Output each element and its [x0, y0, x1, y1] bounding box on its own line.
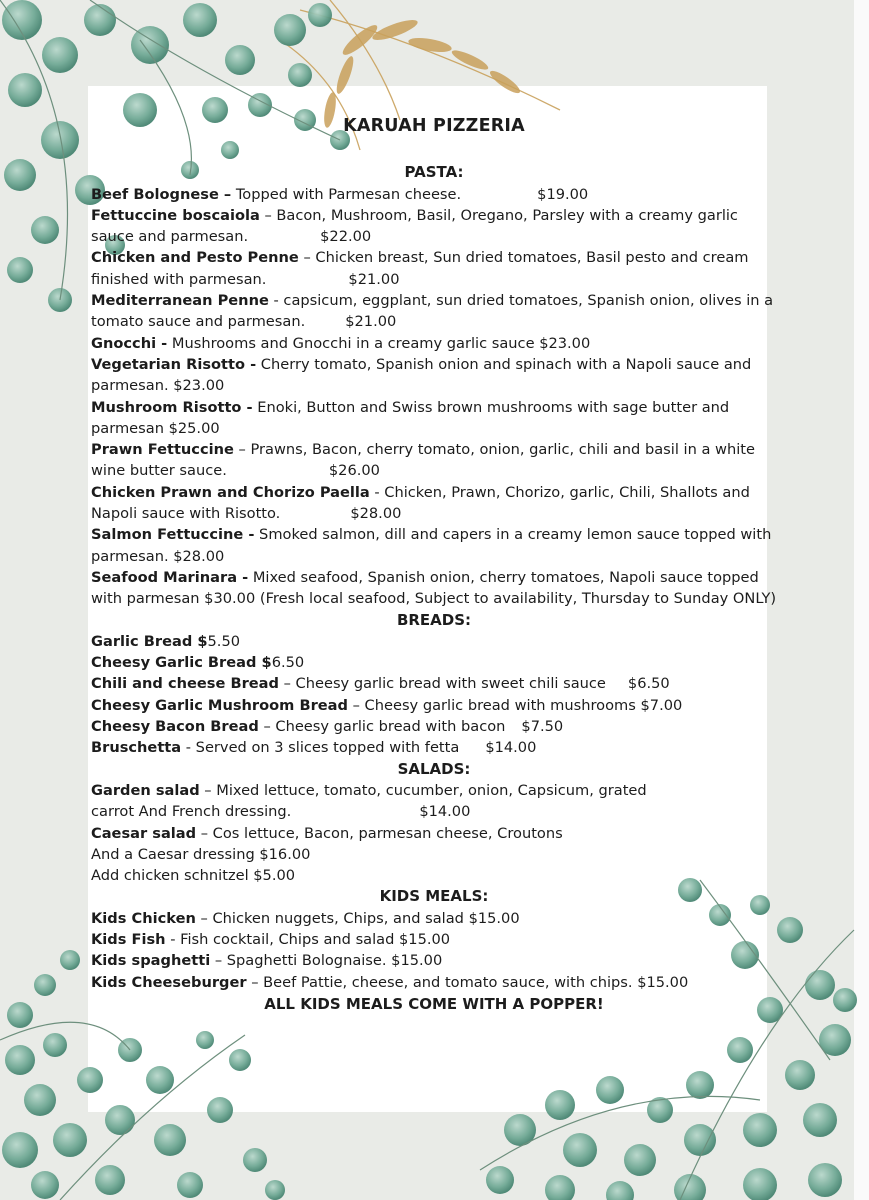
- menu-item: [91, 695, 777, 716]
- menu-item: [91, 354, 777, 397]
- item-name: Kids Fish: [91, 930, 166, 948]
- item-description: – Cheesy garlic bread with sweet chili sauce: [278, 675, 606, 693]
- item-description: Mixed seafood, Spanish onion, cherry tomatoes, Napoli sauce topped with parmesan $30.00 (Fresh local seafood, Subject to availability, Thursday to Sunday ONLY): [91, 568, 777, 608]
- item-description: 5.50: [207, 632, 241, 650]
- section-heading-salads: SALADS:: [397, 759, 471, 778]
- item-name: Vegetarian Risotto -: [91, 355, 257, 373]
- item-description: – Chicken breast, Sun dried tomatoes, Basil pesto and cream finished with parmesan.: [91, 249, 749, 288]
- item-name: Cheesy Garlic Mushroom Bread: [91, 696, 348, 714]
- item-description: And a Caesar dressing $16.00: [91, 845, 311, 863]
- item-name: Chili and cheese Bread: [91, 675, 279, 693]
- item-name: Chicken Prawn and Chorizo Paella: [91, 483, 370, 501]
- item-description: – Spaghetti Bolognaise. $15.00: [210, 952, 443, 970]
- item-name: Fettuccine boscaiola: [91, 206, 260, 224]
- item-name: Caesar salad: [91, 824, 197, 842]
- item-description: – Cheesy garlic bread with mushrooms $7.00: [347, 696, 683, 714]
- item-name: Garlic Bread $: [91, 632, 208, 650]
- item-description: – Chicken nuggets, Chips, and salad $15.00: [195, 909, 520, 927]
- section-heading-pasta: PASTA:: [404, 163, 464, 182]
- item-price: $21.00: [348, 270, 400, 288]
- menu-item: [91, 972, 777, 993]
- item-name: Kids spaghetti: [91, 952, 211, 970]
- menu-item: [91, 950, 777, 971]
- item-description: Smoked salmon, dill and capers in a creamy lemon sauce topped with parmesan. $28.00: [91, 526, 772, 565]
- item-name: Mediterranean Penne: [91, 292, 269, 310]
- menu-item: [91, 716, 777, 737]
- item-price: $26.00: [328, 462, 380, 480]
- item-price: $14.00: [419, 803, 471, 821]
- item-description: Enoki, Button and Swiss brown mushrooms with sage butter and parmesan $25.00: [91, 398, 730, 437]
- menu-item: [91, 652, 777, 673]
- item-description: Mushrooms and Gnocchi in a creamy garlic sauce $23.00: [167, 334, 591, 352]
- menu-item: [91, 524, 777, 567]
- item-name: Prawn Fettuccine: [91, 441, 234, 459]
- item-name: Cheesy Bacon Bread: [91, 718, 259, 736]
- item-price: $22.00: [320, 228, 372, 246]
- item-name: Chicken and Pesto Penne: [91, 249, 299, 267]
- item-name: Gnocchi -: [91, 334, 168, 352]
- item-description: 6.50: [271, 654, 305, 672]
- menu-item: [91, 908, 777, 929]
- item-description: – Beef Pattie, cheese, and tomato sauce, with chips. $15.00: [246, 973, 689, 991]
- menu-item: [91, 780, 777, 801]
- menu-content: [91, 116, 777, 1015]
- menu-item: [91, 737, 777, 758]
- menu-item: [91, 929, 777, 950]
- menu-item: [91, 567, 777, 610]
- item-description: carrot And French dressing.: [91, 803, 292, 821]
- item-price: $6.50: [627, 675, 670, 693]
- item-name: Garden salad: [91, 781, 200, 799]
- item-description: Add chicken schnitzel $5.00: [91, 867, 296, 885]
- item-description: – Cos lettuce, Bacon, parmesan cheese, Croutons: [196, 824, 563, 842]
- menu-item: [91, 673, 777, 694]
- menu-item: [91, 482, 777, 525]
- item-name: Kids Chicken: [91, 909, 196, 927]
- item-description: Topped with Parmesan cheese.: [231, 185, 462, 203]
- item-price: $7.50: [521, 718, 564, 736]
- item-description: – Mixed lettuce, tomato, cucumber, onion, Capsicum, grated: [199, 781, 647, 799]
- item-description: - Fish cocktail, Chips and salad $15.00: [165, 930, 451, 948]
- menu-item-continued: [91, 844, 777, 865]
- item-description: – Prawns, Bacon, cherry tomato, onion, garlic, chili and basil in a white wine butter sauce.: [91, 441, 755, 480]
- item-price: $19.00: [537, 185, 589, 203]
- item-name: Kids Cheeseburger: [91, 973, 247, 991]
- item-name: Seafood Marinara -: [91, 568, 249, 586]
- item-price: $14.00: [485, 739, 537, 757]
- item-description: - capsicum, eggplant, sun dried tomatoes, Spanish onion, olives in a tomato sauce and parmesan.: [91, 292, 774, 331]
- item-name: Bruschetta: [91, 739, 182, 757]
- menu-item-continued: [91, 801, 777, 822]
- menu-item-addon: [91, 865, 777, 886]
- menu-item: [91, 823, 777, 844]
- item-name: Beef Bolognese –: [91, 185, 232, 203]
- section-heading-kids: KIDS MEALS:: [379, 887, 489, 906]
- menu-item: [91, 184, 777, 205]
- item-description: - Chicken, Prawn, Chorizo, garlic, Chili, Shallots and Napoli sauce with Risotto.: [91, 483, 750, 523]
- menu-item: [91, 631, 777, 652]
- item-price: $21.00: [345, 313, 397, 331]
- item-description: - Served on 3 slices topped with fetta: [181, 739, 460, 757]
- item-description: – Cheesy garlic bread with bacon: [258, 718, 506, 736]
- item-name: Mushroom Risotto -: [91, 398, 253, 416]
- menu-item: [91, 397, 777, 440]
- item-price: $28.00: [350, 505, 402, 523]
- item-description: Cherry tomato, Spanish onion and spinach with a Napoli sauce and parmesan. $23.00: [91, 355, 752, 395]
- item-description: – Bacon, Mushroom, Basil, Oregano, Parsley with a creamy garlic sauce and parmesan.: [91, 206, 738, 246]
- menu-item: [91, 439, 777, 482]
- menu-item: [91, 290, 777, 333]
- item-name: Cheesy Garlic Bread $: [91, 654, 272, 672]
- section-heading-breads: BREADS:: [396, 610, 472, 629]
- menu-item: [91, 247, 777, 290]
- item-name: Salmon Fettuccine -: [91, 526, 255, 544]
- page-title: KARUAH PIZZERIA: [343, 116, 525, 136]
- kids-meals-note: ALL KIDS MEALS COME WITH A POPPER!: [264, 994, 604, 1013]
- menu-item: [91, 205, 777, 248]
- menu-item: [91, 333, 777, 354]
